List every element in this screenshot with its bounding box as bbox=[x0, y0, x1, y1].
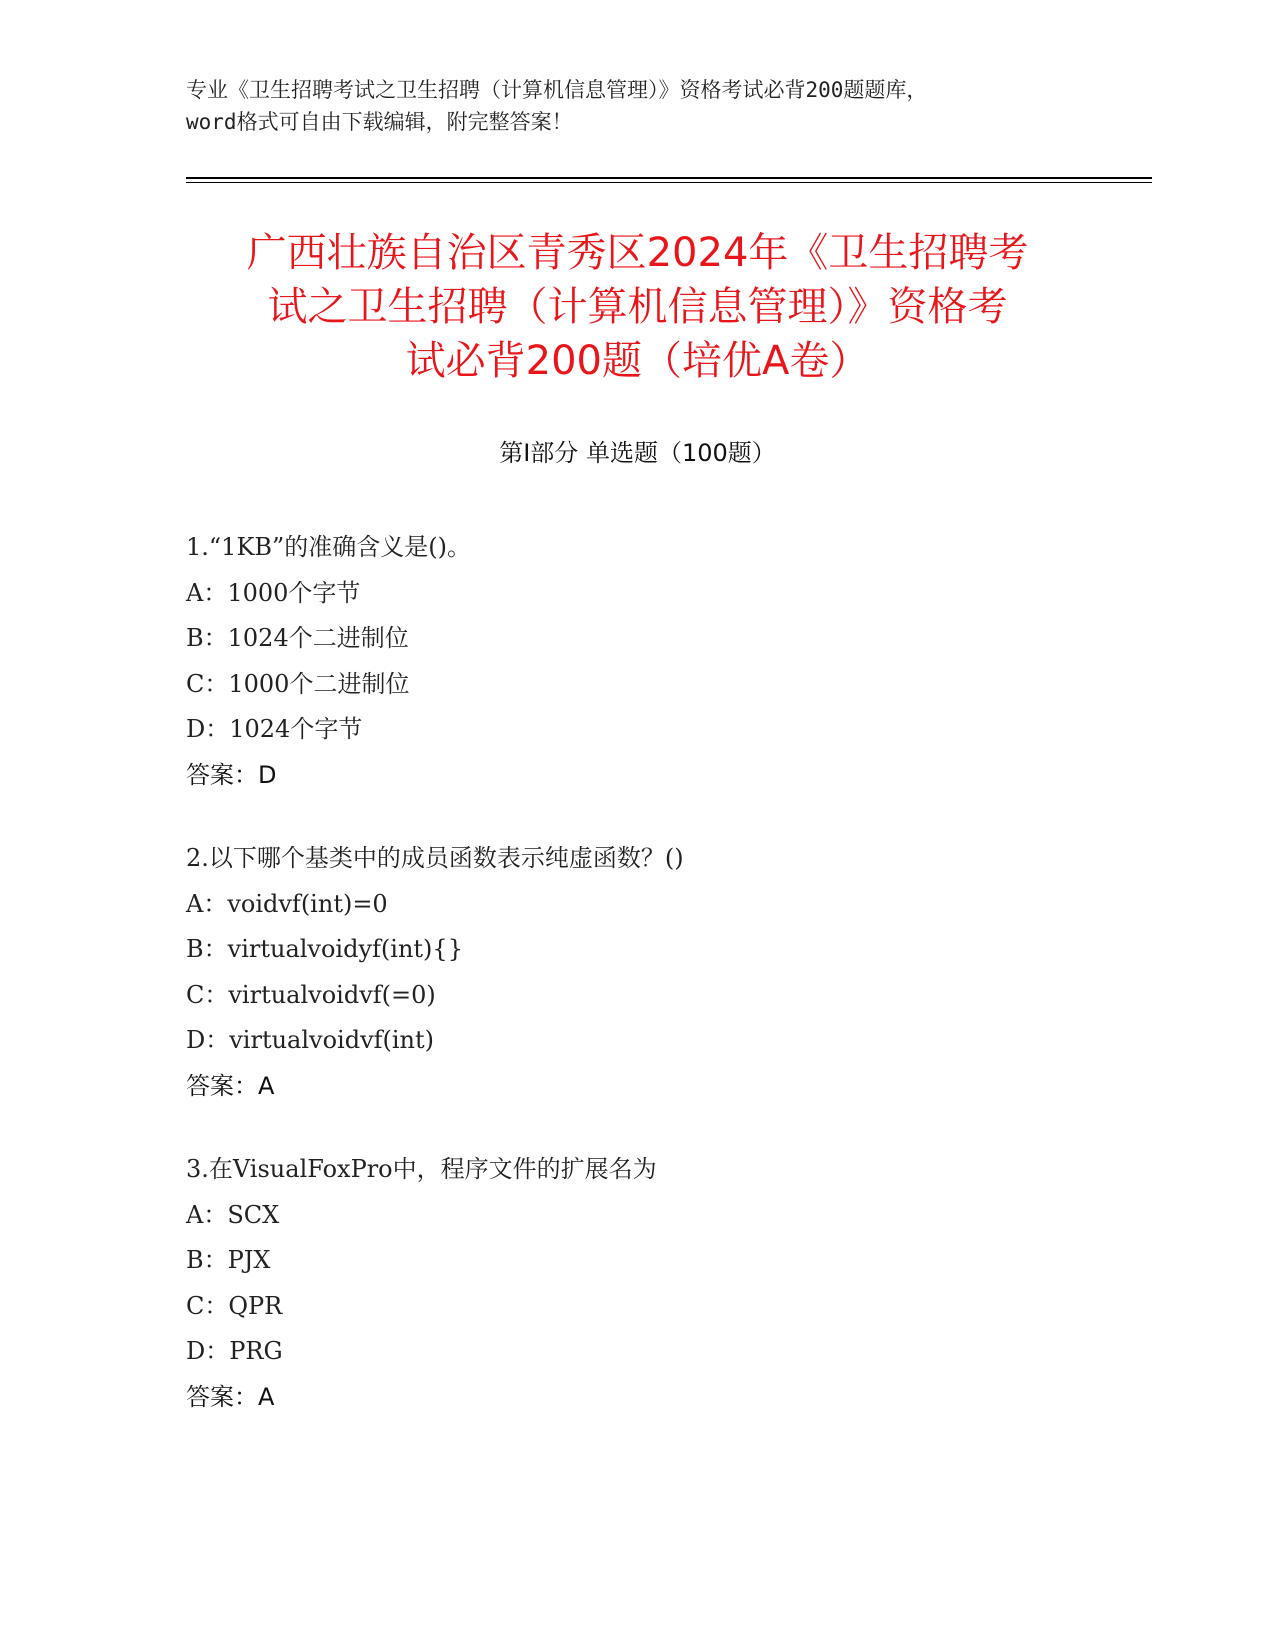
question-1 bbox=[186, 525, 1146, 798]
document-title-line-3: 试必背200题（培优A卷） bbox=[405, 338, 870, 384]
answer: 答案：D bbox=[186, 760, 277, 789]
section-title: 第Ⅰ部分 单选题（100题） bbox=[499, 439, 776, 467]
option-d: D：1024个字节 bbox=[186, 715, 363, 743]
option-b: B：PJX bbox=[186, 1246, 271, 1274]
document-title-line-1: 广西壮族自治区青秀区2024年《卫生招聘考 bbox=[246, 230, 1029, 276]
option-c: C：QPR bbox=[186, 1291, 283, 1320]
header-note-line-2: word格式可自由下载编辑，附完整答案！ bbox=[186, 110, 573, 134]
document-title-line-2: 试之卫生招聘（计算机信息管理）》资格考 bbox=[267, 284, 1008, 330]
document-title bbox=[150, 226, 1125, 388]
header-note-line-1: 专业《卫生招聘考试之卫生招聘（计算机信息管理）》资格考试必背200题题库， bbox=[186, 78, 928, 102]
question-text: 3.在VisualFoxPro中，程序文件的扩展名为 bbox=[186, 1155, 657, 1183]
question-text: 2.以下哪个基类中的成员函数表示纯虚函数？() bbox=[186, 844, 684, 872]
option-d: D：virtualvoidvf(int) bbox=[186, 1026, 435, 1054]
option-a: A：voidvf(int)=0 bbox=[186, 889, 388, 918]
question-2 bbox=[186, 836, 1146, 1109]
answer: 答案：A bbox=[186, 1382, 275, 1411]
header-note bbox=[186, 74, 1086, 138]
header-divider-thick bbox=[186, 177, 1152, 179]
question-list bbox=[186, 525, 1146, 1458]
option-d: D：PRG bbox=[186, 1337, 283, 1365]
option-a: A：SCX bbox=[186, 1200, 280, 1229]
option-c: C：1000个二进制位 bbox=[186, 669, 410, 698]
option-b: B：1024个二进制位 bbox=[186, 624, 409, 652]
answer: 答案：A bbox=[186, 1071, 275, 1100]
option-b: B：virtualvoidyf(int){} bbox=[186, 935, 463, 963]
question-3 bbox=[186, 1147, 1146, 1420]
option-c: C：virtualvoidvf(=0) bbox=[186, 980, 436, 1009]
question-text: 1.“1KB”的准确含义是()。 bbox=[186, 533, 471, 561]
header-divider-thin bbox=[186, 182, 1152, 183]
option-a: A：1000个字节 bbox=[186, 578, 361, 607]
